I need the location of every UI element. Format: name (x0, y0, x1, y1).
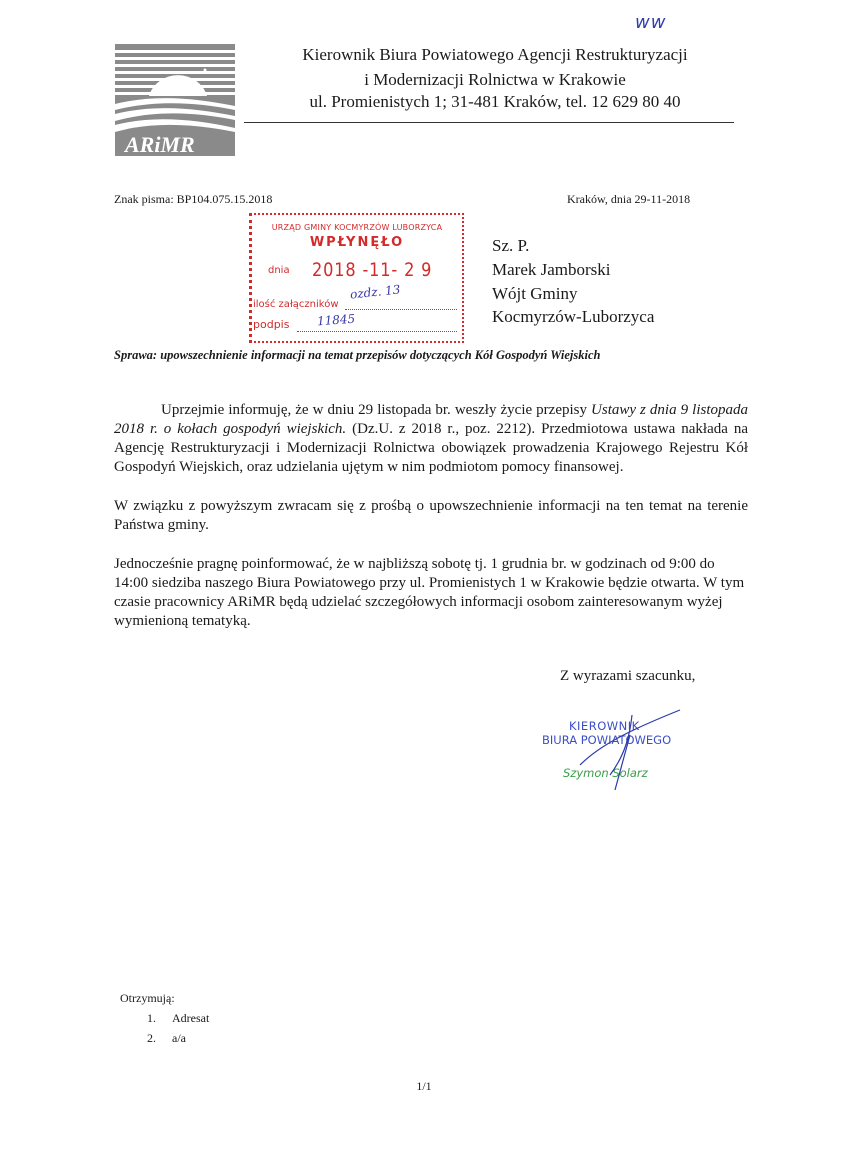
handwritten-signature (570, 705, 690, 795)
stamp-date-label: dnia (268, 265, 290, 276)
reference-label: Znak pisma: (114, 192, 174, 206)
received-stamp (249, 213, 464, 343)
body-paragraph-1 (114, 401, 748, 477)
reference-line (114, 192, 272, 207)
stamp-signature-label: podpis (253, 318, 290, 331)
subject-line: Sprawa: upowszechnienie informacji na temat przepisów dotyczących Kół Gospodyń Wiejskich (114, 348, 601, 362)
recipient-1-text: Adresat (172, 1011, 210, 1025)
body-paragraph-2: W związku z powyższym zwracam się z prośbą o upowszechnienie informacji na ten temat na terenie Państwa gminy. (114, 498, 748, 533)
addressee-name: Marek Jamborski (492, 260, 611, 279)
stamp-office: URZĄD GMINY KOCMYRZÓW LUBORZYCA (271, 223, 443, 232)
stamp-date: 2018 -11- 2 9 (312, 259, 433, 281)
header-line-1: Kierownik Biura Powiatowego Agencji Restrukturyzacji (302, 45, 688, 64)
header-divider (244, 122, 734, 123)
body-p1-act-title: Ustawy z dnia 9 listopada 2018 r. o kołach gospodyń wiejskich. (114, 402, 748, 437)
stamp-attachments-label: ilość załączników (253, 299, 339, 310)
header-line-3: ul. Promienistych 1; 31-481 Kraków, tel. 12 629 80 40 (309, 92, 681, 111)
handwritten-initials: ww (635, 12, 667, 33)
body-p1-text-b: (Dz.U. z 2018 r., poz. 2212). Przedmiotowa ustawa nakłada na Agencję Restrukturyzacji i Modernizacji Rolnictwa obowiązek prowadzenia Krajowego Rejestru Kół Gospodyń Wiejskich, oraz udzielania ujętym w nim podmiotom pomocy finansowej. (114, 421, 748, 475)
body-paragraph-3: Jednocześnie pragnę poinformować, że w najbliższą sobotę tj. 1 grudnia br. w godzinach od 9:00 do 14:00 siedziba naszego Biura Powiatowego przy ul. Promienistych 1 w Krakowie będzie otwarta. W tym czasie pracownicy ARiMR będą udzielać szczegółowych informacji osobom zainteresowanym wyżej wymienioną tematyką. (114, 556, 745, 629)
closing-line: Z wyrazami szacunku, (560, 668, 696, 684)
signature-stamp-name: Szymon Solarz (563, 766, 648, 780)
recipient-2-text: a/a (172, 1031, 186, 1045)
page-number: 1/1 (416, 1079, 432, 1093)
recipients-label: Otrzymują: (120, 991, 175, 1005)
signature-stamp-title-2: BIURA POWIATOWEGO (542, 733, 672, 747)
stamp-received: WPŁYNĘŁO (309, 235, 405, 250)
letter-date: Kraków, dnia 29-11-2018 (567, 192, 691, 206)
logo-text: ARiMR (125, 132, 195, 156)
addressee-title: Wójt Gminy (492, 284, 578, 303)
addressee-salutation: Sz. P. (492, 236, 530, 255)
recipient-2-number: 2. (147, 1031, 156, 1045)
signature-stamp-title-1: KIEROWNIK (569, 719, 640, 733)
recipient-1-number: 1. (147, 1011, 156, 1025)
header-line-2: i Modernizacji Rolnictwa w Krakowie (364, 70, 626, 89)
addressee-place: Kocmyrzów-Luborzyca (492, 307, 655, 326)
stamp-signature-value: 11845 (316, 311, 356, 329)
stamp-signature-line (297, 331, 457, 332)
body-p1-text-a: Uprzejmie informuję, że w dniu 29 listopada br. weszły życie przepisy (161, 402, 592, 418)
arimr-logo (115, 44, 235, 156)
reference-number: BP104.075.15.2018 (176, 192, 273, 206)
stamp-attachments-value: ozdz. 13 (349, 282, 402, 302)
stamp-attachments-line (345, 309, 457, 310)
